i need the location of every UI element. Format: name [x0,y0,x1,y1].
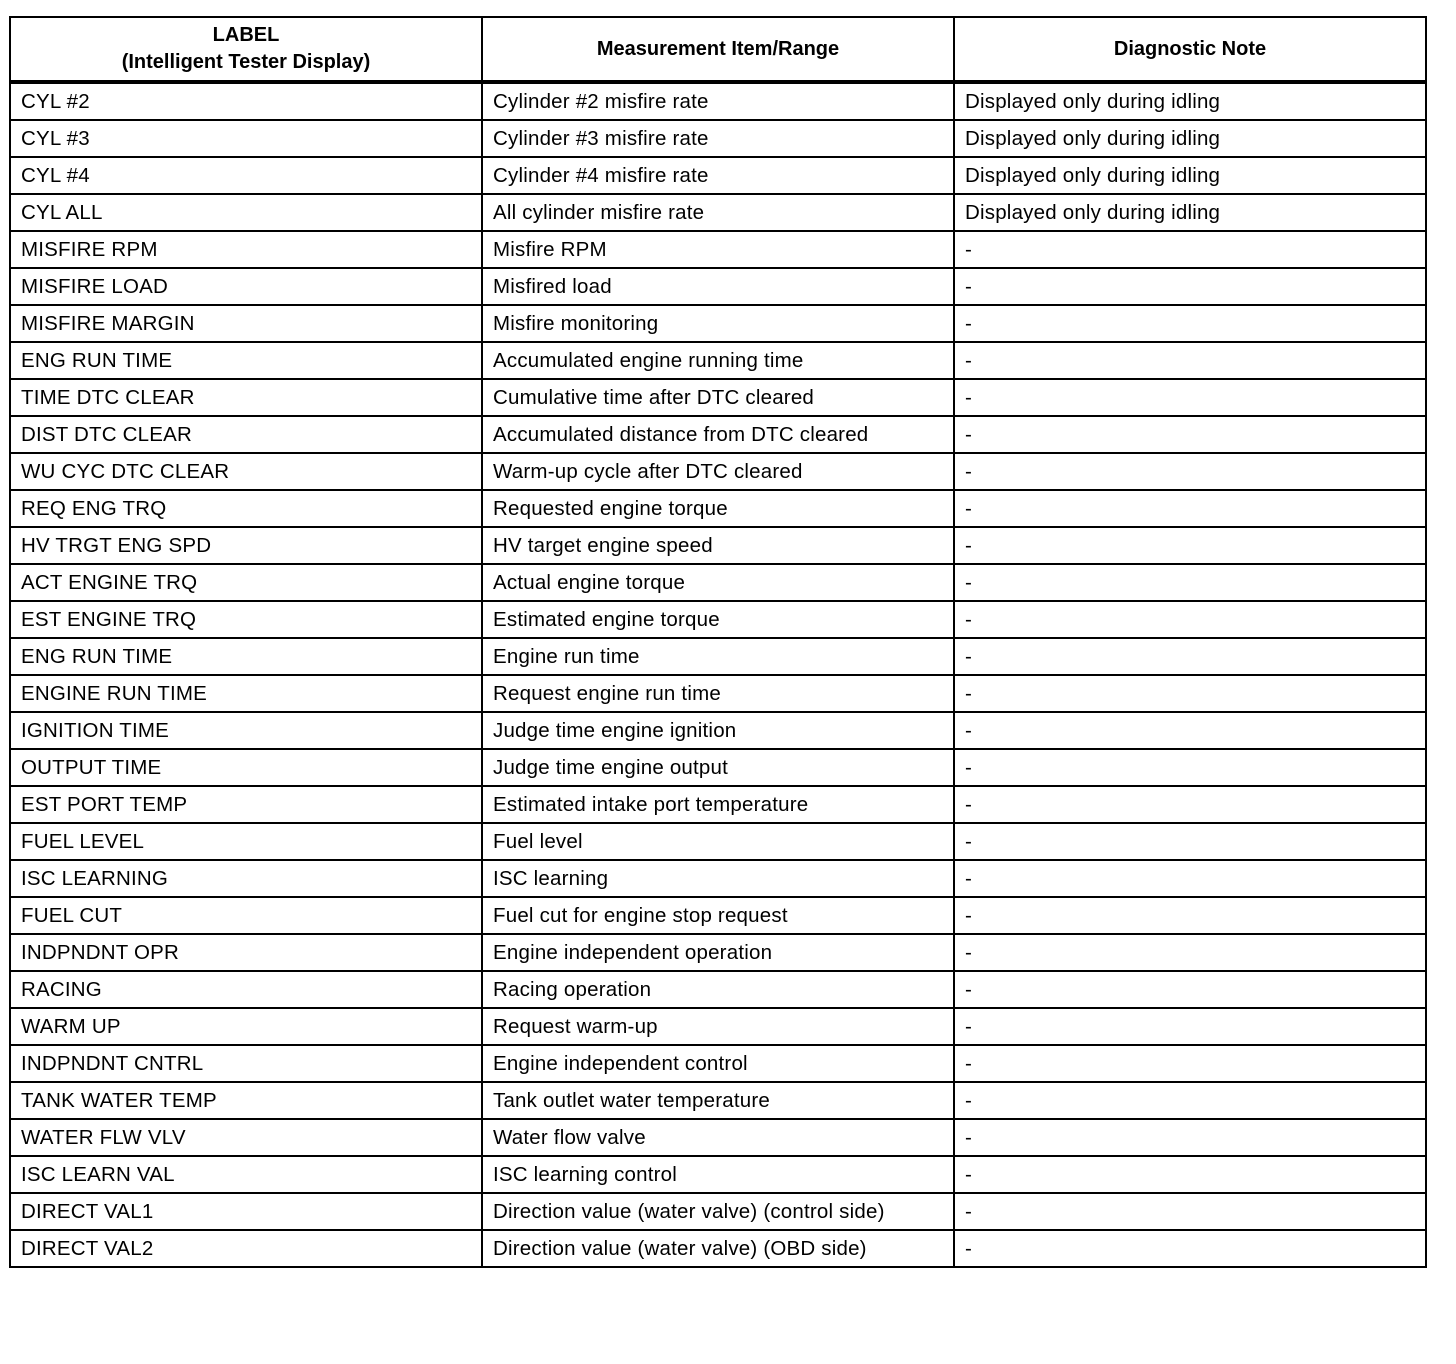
cell-measurement-item: Cylinder #4 misfire rate [482,157,954,194]
table-row [10,305,1426,342]
table-row [10,157,1426,194]
table-row [10,1156,1426,1193]
cell-label: DIST DTC CLEAR [10,416,482,453]
cell-measurement-item: Engine independent operation [482,934,954,971]
cell-label: HV TRGT ENG SPD [10,527,482,564]
cell-label: DIRECT VAL2 [10,1230,482,1267]
header-diagnostic-note: Diagnostic Note [954,17,1426,82]
cell-diagnostic-note: - [954,342,1426,379]
cell-label: TANK WATER TEMP [10,1082,482,1119]
data-list-table-container [9,16,1425,1268]
cell-diagnostic-note: - [954,638,1426,675]
cell-diagnostic-note: - [954,416,1426,453]
cell-diagnostic-note: - [954,897,1426,934]
header-label [10,17,482,82]
cell-measurement-item: All cylinder misfire rate [482,194,954,231]
cell-label: CYL #4 [10,157,482,194]
table-row [10,1045,1426,1082]
cell-measurement-item: ISC learning [482,860,954,897]
header-measurement: Measurement Item/Range [482,17,954,82]
cell-diagnostic-note: - [954,1045,1426,1082]
cell-diagnostic-note: - [954,490,1426,527]
cell-diagnostic-note: Displayed only during idling [954,157,1426,194]
cell-measurement-item: Direction value (water valve) (control side) [482,1193,954,1230]
cell-diagnostic-note: Displayed only during idling [954,82,1426,120]
cell-label: MISFIRE RPM [10,231,482,268]
cell-diagnostic-note: - [954,712,1426,749]
cell-diagnostic-note: - [954,601,1426,638]
cell-label: MISFIRE LOAD [10,268,482,305]
table-row [10,675,1426,712]
cell-measurement-item: Accumulated distance from DTC cleared [482,416,954,453]
cell-diagnostic-note: - [954,1082,1426,1119]
cell-measurement-item: ISC learning control [482,1156,954,1193]
cell-measurement-item: Estimated intake port temperature [482,786,954,823]
cell-diagnostic-note: - [954,564,1426,601]
cell-measurement-item: Fuel cut for engine stop request [482,897,954,934]
cell-label: REQ ENG TRQ [10,490,482,527]
cell-label: FUEL LEVEL [10,823,482,860]
cell-label: MISFIRE MARGIN [10,305,482,342]
table-row [10,638,1426,675]
cell-measurement-item: Direction value (water valve) (OBD side) [482,1230,954,1267]
table-row [10,860,1426,897]
cell-measurement-item: Requested engine torque [482,490,954,527]
cell-label: ENG RUN TIME [10,342,482,379]
data-list-table [9,16,1427,1268]
table-row [10,786,1426,823]
cell-measurement-item: Water flow valve [482,1119,954,1156]
table-row [10,823,1426,860]
table-row [10,749,1426,786]
cell-label: INDPNDNT CNTRL [10,1045,482,1082]
cell-diagnostic-note: Displayed only during idling [954,120,1426,157]
table-row [10,453,1426,490]
cell-measurement-item: HV target engine speed [482,527,954,564]
cell-label: CYL #3 [10,120,482,157]
cell-measurement-item: Engine run time [482,638,954,675]
cell-measurement-item: Tank outlet water temperature [482,1082,954,1119]
cell-label: EST PORT TEMP [10,786,482,823]
cell-measurement-item: Request engine run time [482,675,954,712]
table-row [10,1082,1426,1119]
cell-diagnostic-note: - [954,749,1426,786]
table-row [10,527,1426,564]
header-label-line1: LABEL [212,24,280,46]
cell-measurement-item: Misfire RPM [482,231,954,268]
cell-label: ISC LEARNING [10,860,482,897]
cell-measurement-item: Misfire monitoring [482,305,954,342]
cell-measurement-item: Engine independent control [482,1045,954,1082]
table-row [10,231,1426,268]
table-row [10,379,1426,416]
cell-measurement-item: Cylinder #3 misfire rate [482,120,954,157]
table-row [10,416,1426,453]
table-row [10,601,1426,638]
table-row [10,1230,1426,1267]
table-row [10,120,1426,157]
cell-label: RACING [10,971,482,1008]
table-row [10,342,1426,379]
cell-label: OUTPUT TIME [10,749,482,786]
cell-diagnostic-note: - [954,527,1426,564]
cell-diagnostic-note: - [954,305,1426,342]
header-label-line2: (Intelligent Tester Display) [121,51,371,73]
cell-diagnostic-note: - [954,268,1426,305]
table-row [10,1193,1426,1230]
cell-label: FUEL CUT [10,897,482,934]
cell-diagnostic-note: - [954,1156,1426,1193]
cell-measurement-item: Misfired load [482,268,954,305]
header-row [10,17,1426,82]
cell-diagnostic-note: - [954,675,1426,712]
table-row [10,1008,1426,1045]
cell-diagnostic-note: Displayed only during idling [954,194,1426,231]
table-row [10,82,1426,120]
cell-diagnostic-note: - [954,231,1426,268]
table-header [10,17,1426,82]
cell-diagnostic-note: - [954,971,1426,1008]
cell-label: ENG RUN TIME [10,638,482,675]
cell-label: EST ENGINE TRQ [10,601,482,638]
cell-label: ENGINE RUN TIME [10,675,482,712]
cell-diagnostic-note: - [954,1230,1426,1267]
cell-diagnostic-note: - [954,934,1426,971]
cell-label: CYL ALL [10,194,482,231]
cell-measurement-item: Actual engine torque [482,564,954,601]
cell-diagnostic-note: - [954,860,1426,897]
cell-label: TIME DTC CLEAR [10,379,482,416]
cell-diagnostic-note: - [954,1008,1426,1045]
table-row [10,564,1426,601]
cell-label: WARM UP [10,1008,482,1045]
cell-measurement-item: Accumulated engine running time [482,342,954,379]
table-body [10,82,1426,1267]
table-row [10,934,1426,971]
cell-label: ACT ENGINE TRQ [10,564,482,601]
cell-label: DIRECT VAL1 [10,1193,482,1230]
table-row [10,971,1426,1008]
cell-diagnostic-note: - [954,453,1426,490]
cell-measurement-item: Judge time engine ignition [482,712,954,749]
cell-measurement-item: Request warm-up [482,1008,954,1045]
cell-measurement-item: Judge time engine output [482,749,954,786]
cell-measurement-item: Cylinder #2 misfire rate [482,82,954,120]
cell-measurement-item: Fuel level [482,823,954,860]
cell-diagnostic-note: - [954,823,1426,860]
cell-label: CYL #2 [10,82,482,120]
cell-diagnostic-note: - [954,379,1426,416]
table-row [10,712,1426,749]
cell-diagnostic-note: - [954,1119,1426,1156]
cell-diagnostic-note: - [954,786,1426,823]
table-row [10,194,1426,231]
cell-diagnostic-note: - [954,1193,1426,1230]
table-row [10,1119,1426,1156]
cell-label: WATER FLW VLV [10,1119,482,1156]
table-row [10,897,1426,934]
cell-measurement-item: Warm-up cycle after DTC cleared [482,453,954,490]
cell-label: INDPNDNT OPR [10,934,482,971]
cell-label: WU CYC DTC CLEAR [10,453,482,490]
table-row [10,490,1426,527]
cell-measurement-item: Racing operation [482,971,954,1008]
cell-measurement-item: Cumulative time after DTC cleared [482,379,954,416]
table-row [10,268,1426,305]
cell-measurement-item: Estimated engine torque [482,601,954,638]
cell-label: ISC LEARN VAL [10,1156,482,1193]
cell-label: IGNITION TIME [10,712,482,749]
